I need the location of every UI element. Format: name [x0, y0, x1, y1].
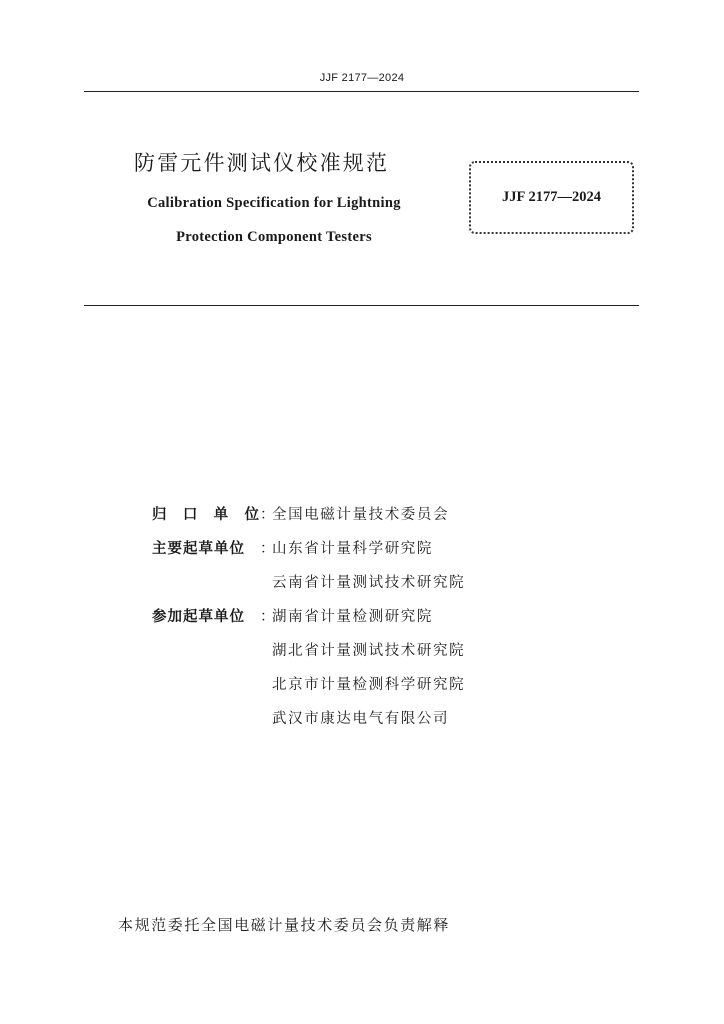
org-value: 北京市计量检测科学研究院: [272, 677, 466, 693]
interpretation-note: 本规范委托全国电磁计量技术委员会负责解释: [118, 916, 451, 934]
org-colon: ：: [260, 507, 275, 523]
org-value: 湖北省计量测试技术研究院: [272, 643, 466, 659]
title-english-line1: Calibration Specification for Lightning: [147, 195, 401, 211]
title-english-line2: Protection Component Testers: [176, 229, 372, 245]
running-header: JJF 2177—2024: [319, 72, 405, 84]
org-label-char: 归: [152, 507, 168, 523]
standard-code-box: [469, 161, 634, 234]
org-colon: ：: [260, 609, 275, 625]
org-colon: ：: [260, 541, 275, 557]
standard-code-box-text: JJF 2177—2024: [502, 189, 601, 205]
org-label-char: 口: [182, 507, 199, 523]
org-label-responsible: [152, 503, 260, 524]
org-label-char: 单: [213, 507, 230, 523]
org-value: 武汉市康达电气有限公司: [272, 711, 450, 727]
title-chinese: 防雷元件测试仪校准规范: [134, 151, 390, 175]
title-divider-rule: [84, 305, 639, 306]
org-label-participating: 参加起草单位: [152, 609, 245, 625]
org-label-char: 位: [244, 507, 260, 523]
org-label-main-drafting: 主要起草单位: [152, 541, 245, 557]
org-value: 全国电磁计量技术委员会: [272, 507, 450, 523]
org-value: 云南省计量测试技术研究院: [272, 575, 466, 591]
header-rule: [84, 91, 639, 92]
org-value: 湖南省计量检测研究院: [272, 609, 433, 625]
org-value: 山东省计量科学研究院: [272, 541, 433, 557]
